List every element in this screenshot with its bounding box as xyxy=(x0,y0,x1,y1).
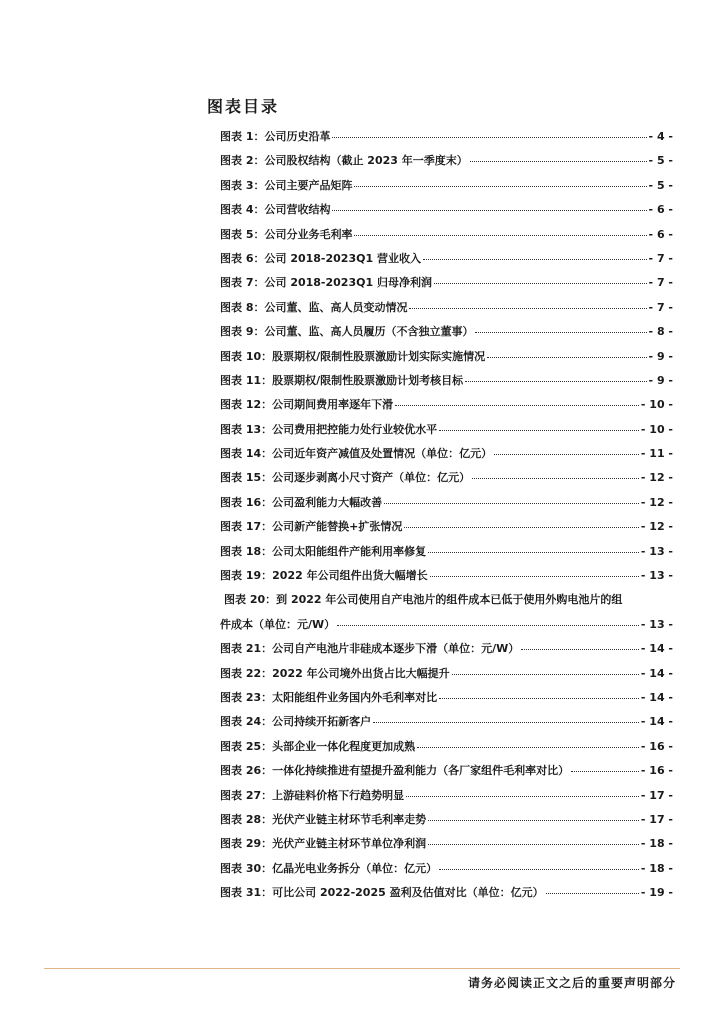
dot-leader xyxy=(406,795,639,797)
toc-entry[interactable] xyxy=(220,665,673,689)
toc-page-number: - 12 - xyxy=(640,495,673,509)
toc-page-number: - 17 - xyxy=(640,812,673,826)
dot-leader xyxy=(571,770,639,772)
dot-leader xyxy=(332,209,646,211)
dot-leader xyxy=(546,892,639,894)
toc-entry-label: 图表 23：太阳能组件业务国内外毛利率对比 xyxy=(220,690,438,704)
page-title: 图表目录 xyxy=(207,97,280,116)
toc-entry[interactable] xyxy=(220,762,673,786)
footer-disclaimer: 请务必阅读正文之后的重要声明部分 xyxy=(467,976,676,990)
toc-entry-label: 图表 30：亿晶光电业务拆分（单位：亿元） xyxy=(220,861,438,875)
toc-page-number: - 6 - xyxy=(648,227,673,241)
dot-leader xyxy=(452,673,639,675)
toc-entry-label: 图表 4：公司营收结构 xyxy=(220,203,331,217)
toc-page-number: - 6 - xyxy=(648,203,673,217)
toc-entry[interactable] xyxy=(220,396,673,420)
toc-page-number: - 14 - xyxy=(640,642,673,656)
toc-entry-label: 图表 18：公司太阳能组件产能利用率修复 xyxy=(220,544,427,558)
dot-leader xyxy=(470,160,647,162)
toc-page-number: - 14 - xyxy=(640,715,673,729)
toc-page-number: - 12 - xyxy=(640,471,673,485)
toc-page-number: - 17 - xyxy=(640,788,673,802)
toc-page-number: - 9 - xyxy=(648,373,673,387)
toc-entry[interactable] xyxy=(220,299,673,323)
toc-entry[interactable] xyxy=(220,177,673,201)
toc-entry[interactable] xyxy=(220,884,673,908)
toc-entry[interactable] xyxy=(220,640,673,664)
dot-leader xyxy=(354,234,646,236)
dot-leader xyxy=(428,843,639,845)
toc-entry-label: 图表 15：公司逐步剥离小尺寸资产（单位：亿元） xyxy=(220,471,471,485)
toc-page-number: - 7 - xyxy=(648,251,673,265)
toc-entry-label: 图表 5：公司分业务毛利率 xyxy=(220,227,353,241)
toc-page-number: - 10 - xyxy=(640,398,673,412)
toc-page-number: - 7 - xyxy=(648,276,673,290)
toc-page-number: - 13 - xyxy=(640,617,673,631)
toc-page-number: - 13 - xyxy=(640,569,673,583)
toc-entry-label: 图表 22：2022 年公司境外出货占比大幅提升 xyxy=(220,666,450,680)
toc-entry[interactable] xyxy=(220,860,673,884)
toc-entry-label: 图表 7：公司 2018-2023Q1 归母净利润 xyxy=(220,276,432,290)
toc-entry-label: 图表 16：公司盈利能力大幅改善 xyxy=(220,495,383,509)
toc-entry[interactable] xyxy=(220,128,673,152)
dot-leader xyxy=(487,356,646,358)
toc-entry-label: 图表 24：公司持续开拓新客户 xyxy=(220,715,372,729)
toc-page-number: - 14 - xyxy=(640,690,673,704)
dot-leader xyxy=(409,307,646,309)
toc-entry-label: 图表 19：2022 年公司组件出货大幅增长 xyxy=(220,569,428,583)
toc-entry-label: 图表 20：到 2022 年公司使用自产电池片的组件成本已低于使用外购电池片的组 xyxy=(224,593,623,607)
toc-page-number: - 16 - xyxy=(640,764,673,778)
toc-page-number: - 18 - xyxy=(640,837,673,851)
toc-entry-label: 图表 10：股票期权/限制性股票激励计划实际实施情况 xyxy=(220,349,486,363)
toc-entry[interactable] xyxy=(220,372,673,396)
dot-leader xyxy=(395,404,639,406)
toc-page-number: - 14 - xyxy=(640,666,673,680)
toc-page-number: - 19 - xyxy=(640,886,673,900)
toc-entry-label: 图表 12：公司期间费用率逐年下滑 xyxy=(220,398,394,412)
dot-leader xyxy=(423,258,647,260)
toc-entry[interactable] xyxy=(220,469,673,493)
toc-entry[interactable] xyxy=(220,348,673,372)
dot-leader xyxy=(472,477,639,479)
toc-page-number: - 16 - xyxy=(640,739,673,753)
dot-leader xyxy=(439,868,639,870)
toc-page-number: - 11 - xyxy=(640,447,673,461)
dot-leader xyxy=(439,697,639,699)
toc-entry[interactable] xyxy=(220,616,673,640)
toc-page-number: - 10 - xyxy=(640,422,673,436)
toc-entry-label: 图表 26：一体化持续推进有望提升盈利能力（各厂家组件毛利率对比） xyxy=(220,764,570,778)
toc-entry[interactable] xyxy=(220,494,673,518)
toc-entry[interactable] xyxy=(220,689,673,713)
toc-entry[interactable] xyxy=(220,445,673,469)
toc-entry-label: 图表 27：上游硅料价格下行趋势明显 xyxy=(220,788,405,802)
dot-leader xyxy=(430,575,639,577)
toc-page-number: - 4 - xyxy=(648,130,673,143)
dot-leader xyxy=(384,502,639,504)
toc-page-number: - 12 - xyxy=(640,520,673,534)
dot-leader xyxy=(475,331,646,333)
toc-entry-label: 图表 9：公司董、监、高人员履历（不含独立董事） xyxy=(220,325,474,339)
toc-entry[interactable] xyxy=(220,421,673,445)
toc-entry-label: 图表 14：公司近年资产减值及处置情况（单位：亿元） xyxy=(220,447,493,461)
toc-entry-label: 图表 6：公司 2018-2023Q1 营业收入 xyxy=(220,251,421,265)
toc-entry[interactable] xyxy=(220,226,673,250)
toc-entry-label: 图表 31：可比公司 2022-2025 盈利及估值对比（单位：亿元） xyxy=(220,886,544,900)
dot-leader xyxy=(332,136,646,138)
toc-entry[interactable] xyxy=(220,152,673,176)
dot-leader xyxy=(417,746,639,748)
table-of-figures xyxy=(220,128,673,909)
toc-entry[interactable] xyxy=(220,274,673,298)
dot-leader xyxy=(373,721,639,723)
toc-entry-label: 图表 13：公司费用把控能力处行业较优水平 xyxy=(220,422,438,436)
toc-entry-line[interactable] xyxy=(224,591,673,615)
dot-leader xyxy=(428,551,639,553)
dot-leader xyxy=(337,624,639,626)
toc-page-number: - 7 - xyxy=(648,300,673,314)
toc-entry-label: 图表 2：公司股权结构（截止 2023 年一季度末） xyxy=(220,154,468,168)
dot-leader xyxy=(521,648,639,650)
toc-page-number: - 8 - xyxy=(648,325,673,339)
toc-entry[interactable] xyxy=(220,811,673,835)
toc-page-number: - 5 - xyxy=(648,154,673,168)
dot-leader xyxy=(434,282,647,284)
toc-entry-label: 图表 28：光伏产业链主材环节毛利率走势 xyxy=(220,812,427,826)
toc-entry[interactable] xyxy=(220,713,673,737)
toc-entry[interactable] xyxy=(220,201,673,225)
toc-entry[interactable] xyxy=(220,567,673,591)
toc-entry-label: 图表 29：光伏产业链主材环节单位净利润 xyxy=(220,837,427,851)
toc-entry[interactable] xyxy=(220,738,673,762)
toc-entry[interactable] xyxy=(220,518,673,542)
dot-leader xyxy=(428,819,639,821)
toc-entry[interactable] xyxy=(220,323,673,347)
toc-entry[interactable] xyxy=(220,250,673,274)
dot-leader xyxy=(494,453,639,455)
dot-leader xyxy=(439,429,639,431)
toc-entry[interactable] xyxy=(220,835,673,859)
toc-entry[interactable] xyxy=(220,787,673,811)
toc-entry-label: 图表 8：公司董、监、高人员变动情况 xyxy=(220,300,408,314)
dot-leader xyxy=(354,185,646,187)
dot-leader xyxy=(465,380,646,382)
dot-leader xyxy=(404,526,639,528)
toc-page-number: - 13 - xyxy=(640,544,673,558)
footer-divider xyxy=(44,968,680,969)
toc-page-number: - 5 - xyxy=(648,178,673,192)
toc-entry-label: 图表 25：头部企业一体化程度更加成熟 xyxy=(220,739,416,753)
toc-entry-label: 图表 11：股票期权/限制性股票激励计划考核目标 xyxy=(220,373,464,387)
toc-entry-label: 件成本（单位：元/W） xyxy=(220,617,336,631)
toc-entry-label: 图表 3：公司主要产品矩阵 xyxy=(220,178,353,192)
toc-entry-label: 图表 21：公司自产电池片非硅成本逐步下滑（单位：元/W） xyxy=(220,642,520,656)
toc-entry[interactable] xyxy=(220,543,673,567)
toc-entry-label: 图表 17：公司新产能替换+扩张情况 xyxy=(220,520,403,534)
toc-page-number: - 9 - xyxy=(648,349,673,363)
toc-page-number: - 18 - xyxy=(640,861,673,875)
toc-entry-label: 图表 1：公司历史沿革 xyxy=(220,130,331,143)
